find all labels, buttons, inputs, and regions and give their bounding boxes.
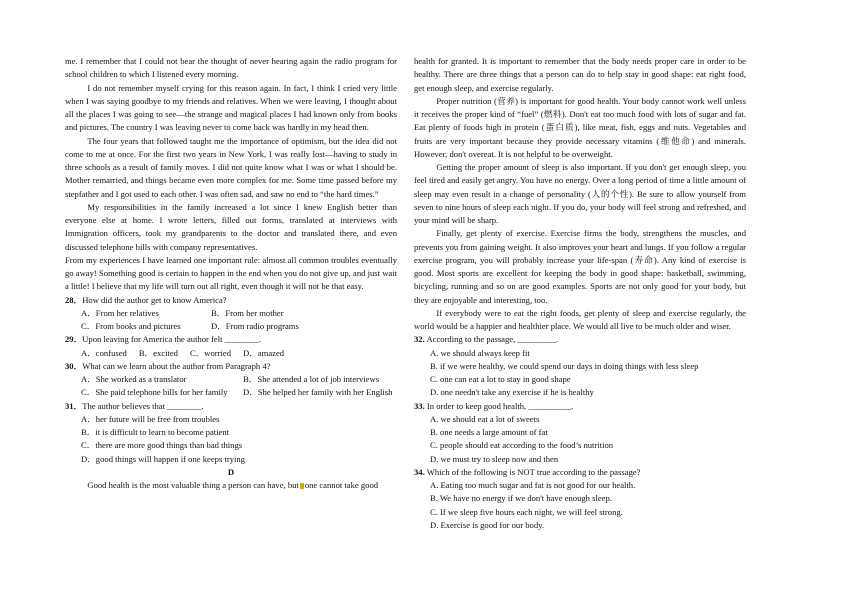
question-34 [414,466,746,479]
question-31 [65,400,397,413]
passage-paragraph: me. I remember that I could not bear the thought of never hearing again the radio program for school children to which I listened every morning. [65,56,397,80]
option-a: A．She worked as a translator [81,374,187,384]
passage-paragraph: The four years that followed taught me the importance of optimism, but the idea did not come to me at once. For the first two years in New York, I was really lost—having to study in three schools as a result of family moves. I did not quite know what I was or what I should be. Mother remarried, and things became even more complex for me. Some time passed before my stepfather and I got used to each other. I was often sad, and saw no end to “the hard times.” [65,135,397,199]
question-30 [65,360,397,373]
passage-paragraph: Getting the proper amount of sleep is also important. If you don't get enough sleep, you feel tired and easily get angry. You have no energy. Over a long period of time a little amount of sleep may even result in a change of personality (人的个性). Be sure to allow yourself from seven to nine hours of sleep each night. If you do, your body will feel strong and refreshed, and your mind will be sharp. [414,162,746,225]
option-a: A．confused [81,347,127,358]
question-28 [65,294,397,307]
question-33 [414,400,746,413]
question-stem: Upon leaving for America the author felt ________. [82,334,262,345]
option-a: A. Eating too much sugar and fat is not good for our health. [430,480,636,490]
option-b: B. one needs a large amount of fat [430,427,548,437]
option-c: C．worried [189,347,232,358]
passage-paragraph: From my experiences I have learned one important rule: almost all common troubles eventually go away! Something good is certain to happen in the end when you do not give up, and just wait a little! I believe that my life will turn out all right, even though it will not be that easy. [65,254,397,292]
question-number: 29． [65,334,83,345]
option-c: C．From books and pictures [81,321,181,331]
option-b: B．excited [138,347,178,358]
option-c: C. If we sleep five hours each night, we will feel strong. [430,506,623,517]
option-c: C．there are more good things than bad things [81,440,243,451]
option-c: C．She paid telephone bills for her family [81,387,228,398]
question-stem: In order to keep good health, __________. [426,400,574,411]
option-c: C. people should eat according to the food’s nutrition [430,440,614,451]
option-d: D．She helped her family with her English [243,387,393,398]
options-row [65,386,397,399]
text-run: one cannot take good [304,480,379,490]
passage-paragraph: If everybody were to eat the right foods, get plenty of sleep and exercise regularly, the world would be a happier and healthier place. We would all live to be much older and wiser. [414,307,746,331]
option-b: B．She attended a lot of job interviews [243,374,380,384]
passage-paragraph: health for granted. It is important to remember that the body needs proper care in order to be healthy. There are three things that a person can do to help stay in good shape: eat right food, get enough sleep, and exercise regularly. [414,56,746,93]
option-a: A. we should always keep fit [430,347,530,358]
question-stem: The author believes that ________. [82,400,204,411]
passage-paragraph: Finally, get plenty of exercise. Exercise firms the body, strengthens the muscles, and prevents you from gaining weight. It also improves your heart and lungs. If you follow a regular exercise program, you will probably increase your life-span (寿命). Any kind of exercise is good. Most sports are excellent for keeping the body in good shape: basketball, swimming, bicycling, running and so on are good examples. Sports are not only good for your body, but they are enjoyable and interesting, too. [414,228,746,305]
passage-paragraph: My responsibilities in the family increased a lot since I knew English better than everyone else at home. I wrote letters, filled out forms, translated at interviews with Immigration officers, took my grandparents to the doctor and translated there, and even discussed telephone bills with company representatives. [65,201,397,252]
option-d: D. we must try to sleep now and then [430,453,559,464]
option-d: D．amazed [243,347,285,358]
cursor-marker-icon [300,483,304,489]
question-stem: What can we learn about the author from Paragraph 4? [82,360,271,371]
text-run: Good health is the most valuable thing a person can have, but [87,480,299,490]
question-29 [65,333,397,346]
question-stem: According to the passage, _________. [426,334,559,345]
option-a: A．From her relatives [81,307,159,318]
question-number: 33. [414,400,425,411]
passage-paragraph: I do not remember myself crying for this reason again. In fact, I think I cried very little when I was saying goodbye to my friends and relatives. When we were leaving, I thought about all the places I was going to see—the strange and magical places I had known only from books and pictures. The country I was leaving never to come back was hardly in my head then. [65,82,397,133]
passage-paragraph [65,479,397,492]
option-d: D．From radio programs [211,321,299,331]
question-number: 31． [65,400,83,411]
options-row [65,307,397,320]
left-column [65,55,397,492]
option-d: D．good things will happen if one keeps trying [81,453,245,464]
question-number: 34. [414,466,425,477]
option-c: C. one can eat a lot to stay in good shape [430,374,571,384]
question-number: 32. [414,334,425,345]
question-number: 30． [65,360,83,371]
option-b: B. We have no energy if we don't have enough sleep. [430,493,612,504]
right-column [414,55,746,532]
option-b: B．From her mother [211,307,284,318]
question-32 [414,333,746,346]
options-row [65,347,397,360]
question-number: 28． [65,294,83,305]
question-stem: How did the author get to know America? [82,294,227,305]
options-row [65,320,397,333]
option-d: D. Exercise is good for our body. [430,519,545,530]
section-heading: D [227,466,235,477]
option-a: A. we should eat a lot of sweets [430,413,540,424]
option-a: A．her future will be free from troubles [81,413,220,424]
question-stem: Which of the following is NOT true according to the passage? [426,466,641,477]
option-d: D. one needn't take any exercise if he is healthy [430,387,594,398]
option-b: B. if we were healthy, we could spend our days in doing things with less sleep [430,360,699,371]
option-b: B．it is difficult to learn to become patient [81,427,230,437]
passage-paragraph: Proper nutrition (营养) is important for good health. Your body cannot work well unless it receives the proper kind of “fuel” (燃料). Don't eat too much food with lots of sugar and fat. Eat plenty of foods high in protein (蛋白质), like meat, fish, eggs and nuts. Vegetables and fruits are very important because they provide necessary vitamins (维他命) and minerals. However, don't overeat. It is not helpful to be overweight. [414,95,746,159]
options-row [65,373,397,386]
